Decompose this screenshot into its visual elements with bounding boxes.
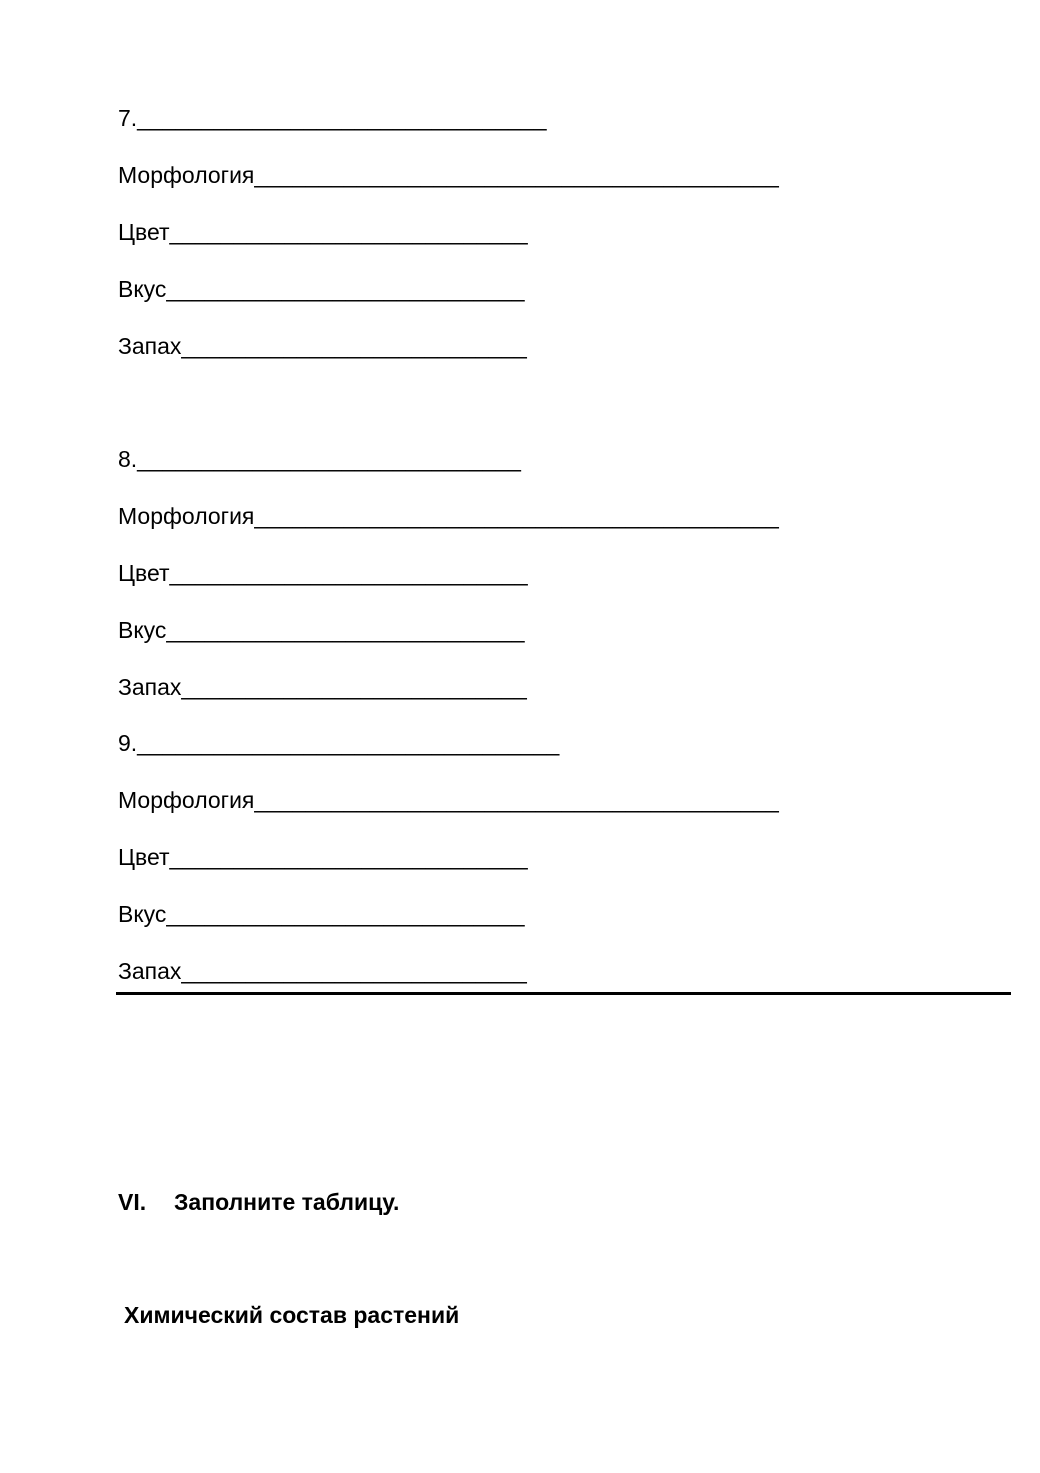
- item-9-title-line[interactable]: 9._________________________________: [118, 730, 560, 756]
- item-8-morphology-field[interactable]: Морфология_________________________________________: [118, 503, 779, 529]
- item-8-smell-field[interactable]: Запах___________________________: [118, 674, 527, 700]
- item-9-taste-field[interactable]: Вкус____________________________: [118, 901, 525, 927]
- item-7-morphology-field[interactable]: Морфология_________________________________________: [118, 162, 779, 188]
- item-9-smell-field[interactable]: Запах___________________________: [118, 958, 527, 984]
- item-7-taste-field[interactable]: Вкус____________________________: [118, 276, 525, 302]
- item-8-color-field[interactable]: Цвет____________________________: [118, 560, 528, 586]
- item-8-title-line[interactable]: 8.______________________________: [118, 446, 521, 472]
- task-instruction: Заполните таблицу.: [174, 1189, 400, 1215]
- item-9-color-field[interactable]: Цвет____________________________: [118, 844, 528, 870]
- horizontal-divider: [116, 992, 1011, 995]
- item-7-color-field[interactable]: Цвет____________________________: [118, 219, 528, 245]
- table-title: Химический состав растений: [124, 1302, 460, 1328]
- item-8-taste-field[interactable]: Вкус____________________________: [118, 617, 525, 643]
- item-9-morphology-field[interactable]: Морфология_________________________________________: [118, 787, 779, 813]
- item-7-title-line[interactable]: 7.________________________________: [118, 105, 547, 131]
- item-7-smell-field[interactable]: Запах___________________________: [118, 333, 527, 359]
- task-numeral: VI.: [118, 1189, 147, 1215]
